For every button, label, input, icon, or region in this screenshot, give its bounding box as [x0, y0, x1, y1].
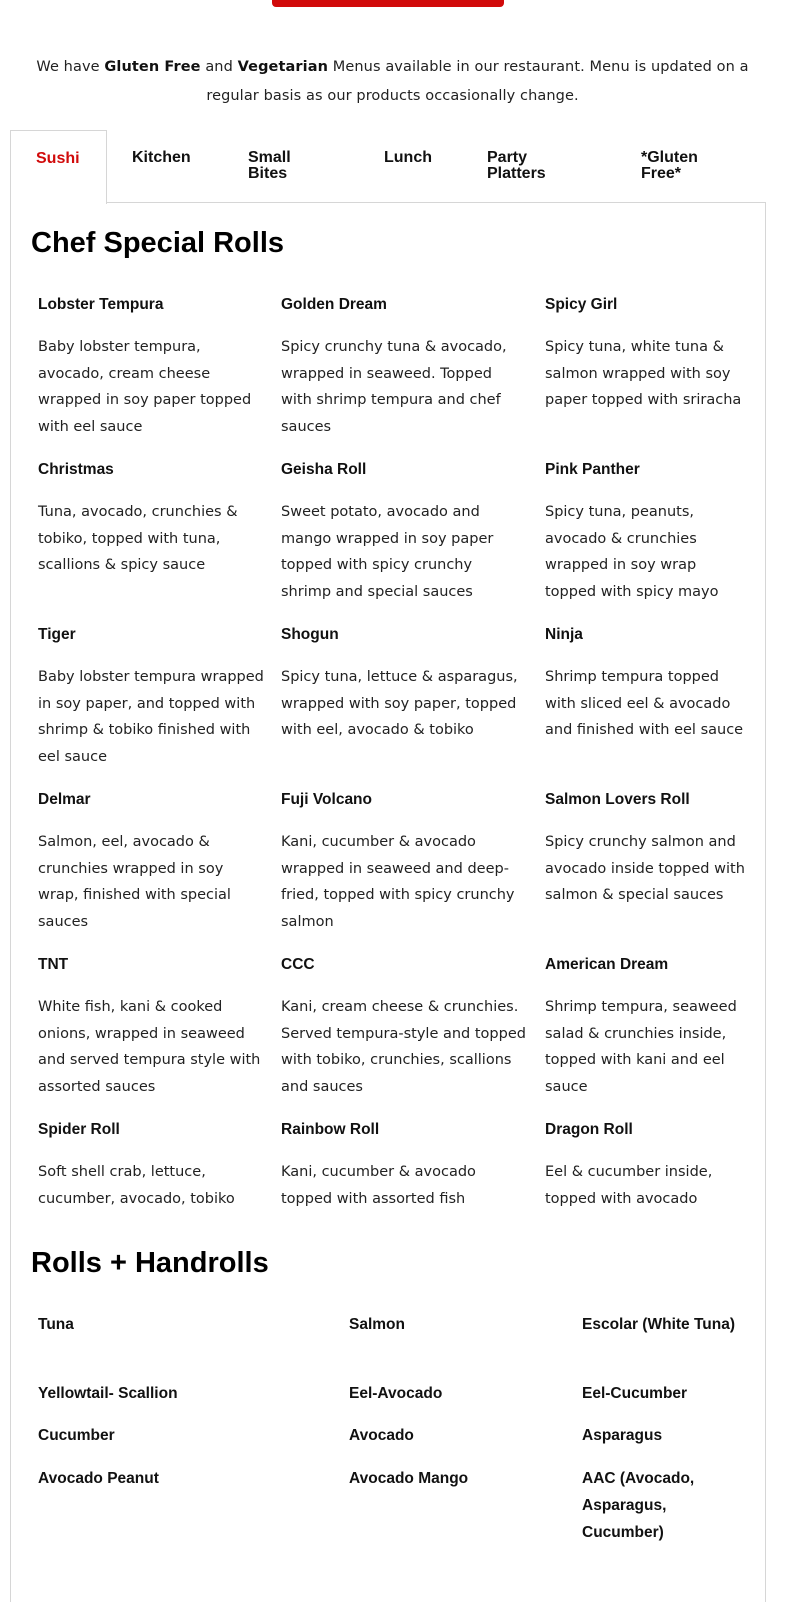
menu-item-desc: Baby lobster tempura wrapped in soy paper, and topped with shrimp & tobiko finished with eel sauce	[38, 669, 264, 766]
menu-item-name: TNT	[38, 956, 69, 973]
menu-item-name: Salmon Lovers Roll	[545, 791, 690, 808]
handroll-item: Yellowtail- Scallion	[38, 1385, 178, 1402]
menu-item-name: Shogun	[281, 626, 339, 643]
menu-item-name: Pink Panther	[545, 461, 640, 478]
tab-party-platters[interactable]: Party Platters	[487, 149, 546, 182]
menu-item-desc: Spicy tuna, peanuts, avocado & crunchies wrapped in soy wrap topped with spicy mayo	[545, 504, 719, 601]
menu-item-name: Spicy Girl	[545, 296, 618, 313]
menu-item-name: Delmar	[38, 791, 91, 808]
tab-sushi[interactable]: Sushi	[10, 130, 107, 204]
section-title-chef-special: Chef Special Rolls	[31, 227, 285, 259]
tab-lunch[interactable]: Lunch	[384, 149, 432, 166]
handroll-item: Salmon	[349, 1316, 405, 1333]
menu-item-name: American Dream	[545, 956, 669, 973]
gluten-free-label: Gluten Free	[104, 58, 201, 75]
handroll-item: Escolar (White Tuna)	[582, 1316, 736, 1333]
tab-gluten-free[interactable]: *Gluten Free*	[641, 149, 698, 182]
menu-item-name: Christmas	[38, 461, 114, 478]
menu-item-desc: Spicy crunchy tuna & avocado, wrapped in seaweed. Topped with shrimp tempura and chef sauces	[281, 339, 507, 436]
menu-item-desc: Sweet potato, avocado and mango wrapped in soy paper topped with spicy crunchy shrimp and special sauces	[281, 504, 494, 601]
menu-item-desc: Shrimp tempura topped with sliced eel & avocado and finished with eel sauce	[545, 669, 744, 739]
menu-item-desc: Spicy crunchy salmon and avocado inside topped with salmon & special sauces	[545, 834, 745, 904]
handroll-item: Eel-Cucumber	[582, 1385, 688, 1402]
menu-item-name: CCC	[281, 956, 315, 973]
menu-item-desc: Baby lobster tempura, avocado, cream cheese wrapped in soy paper topped with eel sauce	[38, 339, 252, 436]
menu-item-desc: Spicy tuna, lettuce & asparagus, wrapped with soy paper, topped with eel, avocado & tobiko	[281, 669, 518, 739]
menu-item-desc: Spicy tuna, white tuna & salmon wrapped with soy paper topped with sriracha	[545, 339, 742, 409]
menu-item-desc: Salmon, eel, avocado & crunchies wrapped in soy wrap, finished with special sauces	[38, 834, 231, 931]
menu-item-desc: White fish, kani & cooked onions, wrapped in seaweed and served tempura style with assorted sauces	[38, 999, 261, 1096]
handroll-item: AAC (Avocado, Asparagus, Cucumber)	[582, 1470, 695, 1541]
menu-item-name: Tiger	[38, 626, 76, 643]
menu-item-desc: Eel & cucumber inside, topped with avocado	[545, 1164, 713, 1207]
menu-item-name: Spider Roll	[38, 1121, 120, 1138]
handroll-item: Cucumber	[38, 1427, 115, 1444]
top-red-button[interactable]	[272, 0, 504, 7]
menu-item-desc: Kani, cucumber & avocado topped with assorted fish	[281, 1164, 476, 1207]
handroll-item: Tuna	[38, 1316, 74, 1333]
menu-item-name: Golden Dream	[281, 296, 387, 313]
menu-item-name: Geisha Roll	[281, 461, 367, 478]
menu-item-desc: Kani, cucumber & avocado wrapped in seaweed and deep-fried, topped with spicy crunchy salmon	[281, 834, 515, 931]
menu-item-desc: Kani, cream cheese & crunchies. Served tempura-style and topped with tobiko, crunchies, scallions and sauces	[281, 999, 526, 1096]
handroll-item: Asparagus	[582, 1427, 663, 1444]
menu-item-name: Rainbow Roll	[281, 1121, 380, 1138]
menu-item-desc: Soft shell crab, lettuce, cucumber, avocado, tobiko	[38, 1164, 235, 1207]
handroll-item: Avocado	[349, 1427, 414, 1444]
tab-kitchen[interactable]: Kitchen	[132, 149, 191, 166]
menu-item-desc: Shrimp tempura, seaweed salad & crunchies inside, topped with kani and eel sauce	[545, 999, 737, 1096]
tab-small-bites[interactable]: Small Bites	[248, 149, 291, 182]
menu-item-desc: Tuna, avocado, crunchies & tobiko, topped with tuna, scallions & spicy sauce	[38, 504, 238, 574]
intro-text: We have Gluten Free and Vegetarian Menus available in our restaurant. Menu is updated on a regular basis as our products occasionally change.	[36, 58, 749, 104]
menu-item-name: Dragon Roll	[545, 1121, 633, 1138]
section-title-handrolls: Rolls + Handrolls	[31, 1247, 269, 1279]
handroll-item: Avocado Peanut	[38, 1470, 159, 1487]
handroll-item: Eel-Avocado	[349, 1385, 443, 1402]
menu-item-name: Fuji Volcano	[281, 791, 372, 808]
handroll-item: Avocado Mango	[349, 1470, 469, 1487]
vegetarian-label: Vegetarian	[237, 58, 329, 75]
menu-item-name: Ninja	[545, 626, 583, 643]
menu-item-name: Lobster Tempura	[38, 296, 164, 313]
